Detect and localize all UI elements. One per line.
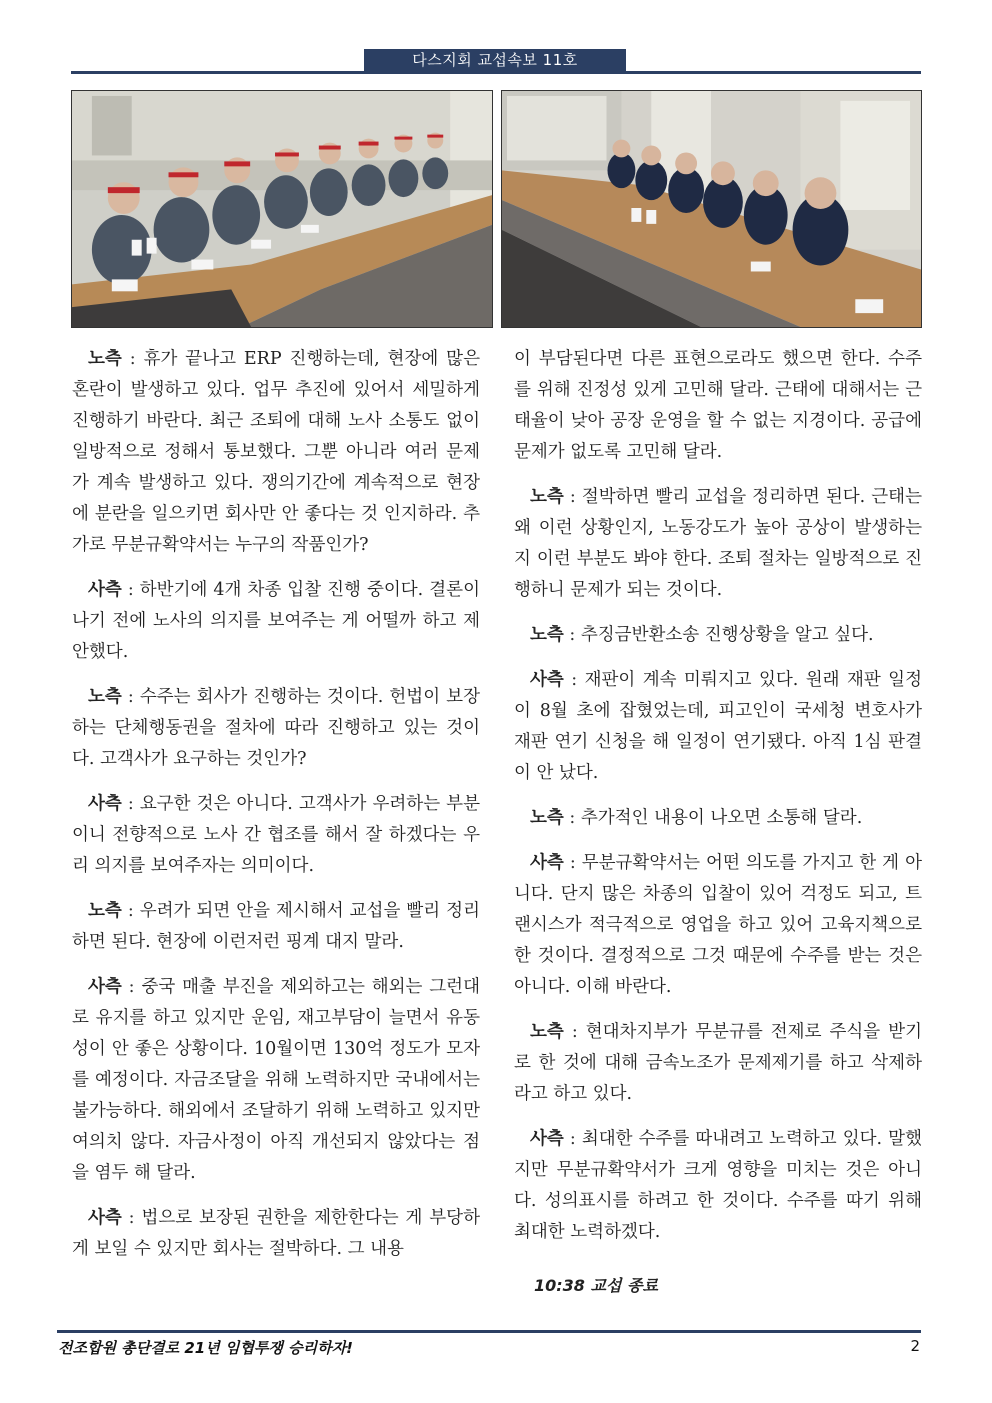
speaker-separator: : [571,670,578,690]
footer-divider [57,1330,921,1333]
statement-text: 최대한 수주를 따내려고 노력하고 있다. 말했지만 무분규확약서가 크게 영향을 미치는 것은 아니다. 성의표시를 하려고 한 것이다. 수주를 따기 위해 최대한 노력하겠다. [514,1129,922,1242]
union-delegates-photo [71,90,493,328]
speaker-label: 사측 [530,1129,564,1149]
speaker-label: 노측 [530,625,564,645]
statement-text: 수주는 회사가 진행하는 것이다. 헌법이 보장하는 단체행동권을 절차에 따라 진행하고 있는 것이다. 고객사가 요구하는 것인가? [72,687,480,769]
statement-paragraph [72,575,480,668]
speaker-label: 노측 [530,487,564,507]
speaker-separator: : [128,1208,135,1228]
speaker-separator: : [569,853,576,873]
statement-text: 요구한 것은 아니다. 고객사가 우려하는 부분이니 전향적으로 노사 간 협조를 해서 잘 하겠다는 우리 의지를 보여주자는 의미이다. [72,794,480,876]
speaker-label: 노측 [530,808,564,828]
statement-paragraph [514,344,922,468]
newsletter-title: 다스지회 교섭속보 11호 [364,49,626,71]
footer-slogan: 전조합원 총단결로 21년 임협투쟁 승리하자! [58,1339,353,1357]
company-representatives-photo [501,90,922,328]
speaker-label: 사측 [88,794,122,814]
statement-paragraph [514,482,922,606]
statement-text: 하반기에 4개 차종 입찰 진행 중이다. 결론이 나기 전에 노사의 의지를 보여주는 게 어떨까 하고 제안했다. [72,580,480,662]
speaker-separator: : [129,349,136,369]
statement-text: 중국 매출 부진을 제외하고는 해외는 그런대로 유지를 하고 있지만 운임, 재고부담이 늘면서 유동성이 안 좋은 상황이다. 10월이면 130억 정도가 모자를 예정이다. 자금조달을 위해 노력하지만 국내에서는 불가능하다. 해외에서 조달하기 위해 노력하고 있지만 여의치 않다. 자금사정이 아직 개선되지 않았다는 점을 염두 해 달라. [72,977,480,1183]
statement-text: 우려가 되면 안을 제시해서 교섭을 빨리 정리하면 된다. 현장에 이런저런 핑계 대지 말라. [72,901,480,952]
session-end-note: 10:38 교섭 종료 [534,1276,658,1295]
speaker-label: 노측 [88,687,122,707]
speaker-separator: : [569,625,576,645]
statement-paragraph [72,682,480,775]
speaker-separator: : [569,487,576,507]
speaker-label: 사측 [530,853,564,873]
header-divider [71,71,921,74]
statement-text: 현대차지부가 무분규를 전제로 주식을 받기로 한 것에 대해 금속노조가 문제제기를 하고 삭제하라고 하고 있다. [514,1022,922,1104]
statement-paragraph [72,1203,480,1265]
statement-paragraph [514,803,922,834]
statement-paragraph [72,789,480,882]
speaker-separator: : [127,901,134,921]
speaker-separator: : [127,687,134,707]
statement-paragraph [514,848,922,1003]
statement-text: 절박하면 빨리 교섭을 정리하면 된다. 근태는 왜 이런 상황인지, 노동강도가 높아 공상이 발생하는지 이런 부분도 봐야 한다. 조퇴 절차는 일방적으로 진행하니 문제가 되는 것이다. [514,487,922,600]
speaker-separator: : [571,1022,578,1042]
statement-paragraph [72,972,480,1189]
speaker-label: 사측 [88,1208,122,1228]
statement-text: 재판이 계속 미뤄지고 있다. 원래 재판 일정이 8월 초에 잡혔었는데, 피고인이 국세청 변호사가 재판 연기 신청을 해 일정이 연기됐다. 아직 1심 판결이 안 났다. [514,670,922,783]
speaker-separator: : [127,794,134,814]
statement-text: 추가적인 내용이 나오면 소통해 달라. [580,808,863,828]
statement-paragraph [72,344,480,561]
statement-paragraph [514,1124,922,1248]
statement-text: 이 부담된다면 다른 표현으로라도 했으면 한다. 수주를 위해 진정성 있게 고민해 달라. 근태에 대해서는 근태율이 낮아 공장 운영을 할 수 없는 지경이다. 공급에 문제가 없도록 고민해 달라. [514,349,922,462]
speaker-label: 노측 [88,349,122,369]
statement-text: 무분규확약서는 어떤 의도를 가지고 한 게 아니다. 단지 많은 차종의 입찰이 있어 걱정도 되고, 트랜시스가 적극적으로 영업을 하고 있어 고육지책으로 한 것이다. 결정적으로 그것 때문에 수주를 받는 것은 아니다. 이해 바란다. [514,853,922,997]
statement-text: 휴가 끝나고 ERP 진행하는데, 현장에 많은 혼란이 발생하고 있다. 업무 추진에 있어서 세밀하게 진행하기 바란다. 최근 조퇴에 대해 노사 소통도 없이 일방적으로 정해서 통보했다. 그뿐 아니라 여러 문제가 계속 발생하고 있다. 쟁의기간에 계속적으로 현장에 분란을 일으키면 회사만 안 좋다는 것 인지하라. 추가로 무분규확약서는 누구의 작품인가? [72,349,480,555]
speaker-separator: : [569,1129,576,1149]
speaker-label: 노측 [530,1022,564,1042]
speaker-separator: : [569,808,576,828]
speaker-label: 사측 [530,670,564,690]
statement-text: 법으로 보장된 권한을 제한한다는 게 부당하게 보일 수 있지만 회사는 절박하다. 그 내용 [72,1208,480,1259]
statement-paragraph [514,620,922,651]
speaker-label: 사측 [88,580,122,600]
right-text-column [514,344,922,1301]
statement-text: 추징금반환소송 진행상황을 알고 싶다. [580,625,874,645]
statement-paragraph [514,665,922,789]
statement-paragraph [72,896,480,958]
statement-paragraph [514,1017,922,1110]
speaker-label: 노측 [88,901,122,921]
speaker-separator: : [128,977,135,997]
page-number: 2 [910,1337,920,1355]
speaker-label: 사측 [88,977,122,997]
left-text-column [72,344,480,1279]
speaker-separator: : [127,580,134,600]
